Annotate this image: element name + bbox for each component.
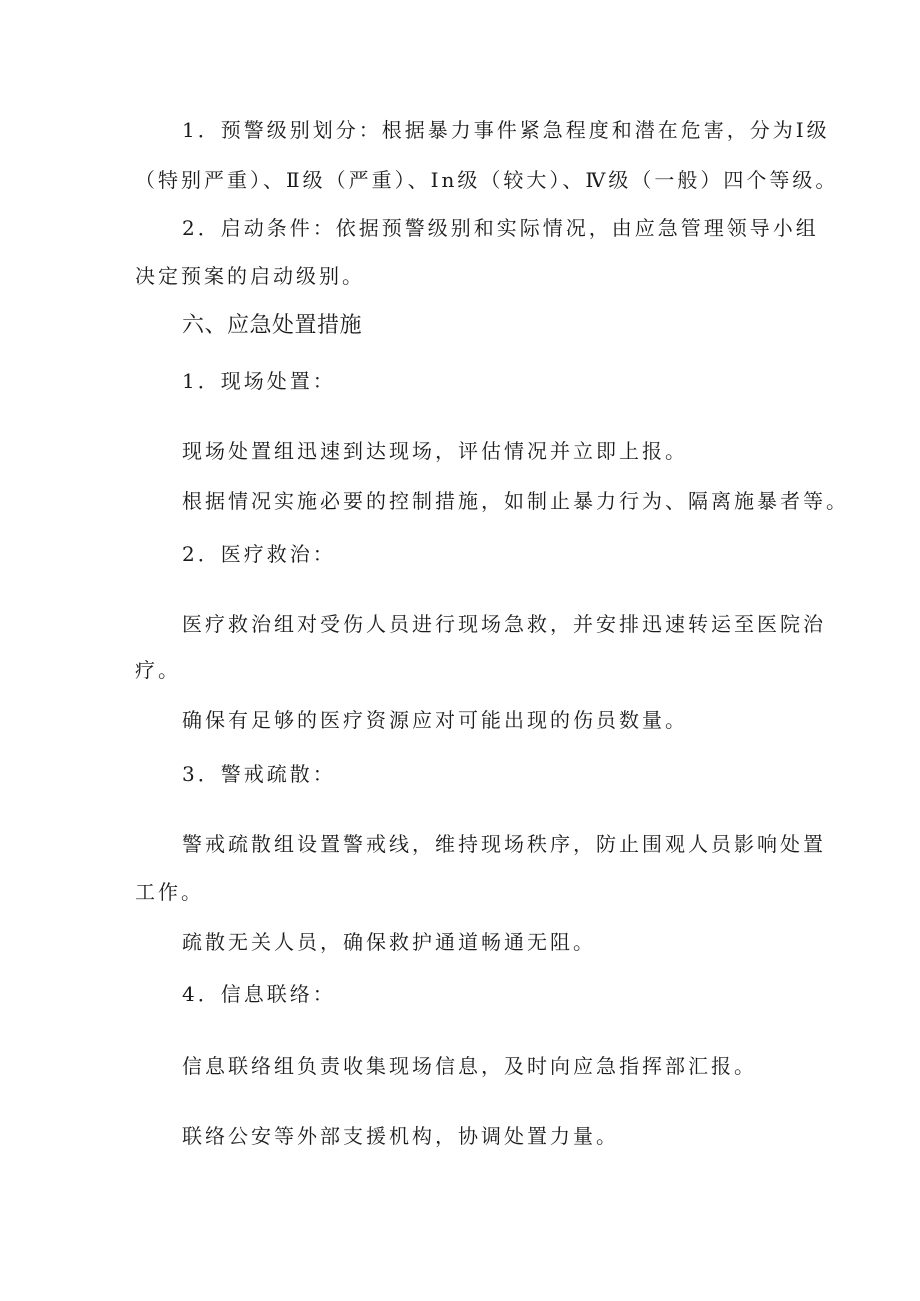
paragraph-warning-levels-line1: 1．预警级别划分：根据暴力事件紧急程度和潜在危害，分为Ⅰ级 [182, 118, 830, 142]
item4-text2: 联络公安等外部支援机构，协调处置力量。 [182, 1124, 619, 1148]
item1-text1: 现场处置组迅速到达现场，评估情况并立即上报。 [182, 439, 688, 463]
item2-text1-line1: 医疗救治组对受伤人员进行现场急救，并安排迅速转运至医院治 [182, 612, 826, 636]
paragraph-warning-levels-line2: （特别严重）、Ⅱ级（严重）、In级（较大）、Ⅳ级（一般）四个等级。 [135, 168, 839, 192]
item3-text1-line1: 警戒疏散组设置警戒线，维持现场秩序，防止围观人员影响处置 [182, 832, 826, 856]
section-heading: 六、应急处置措施 [182, 313, 363, 338]
item1-title: 1．现场处置： [182, 369, 336, 393]
paragraph-start-conditions-line2: 决定预案的启动级别。 [135, 264, 365, 288]
item3-text1-line2: 工作。 [135, 880, 204, 904]
item1-text2: 根据情况实施必要的控制措施，如制止暴力行为、隔离施暴者等。 [182, 489, 849, 513]
item2-text1-line2: 疗。 [135, 658, 181, 682]
item2-text2: 确保有足够的医疗资源应对可能出现的伤员数量。 [182, 708, 688, 732]
item3-text2: 疏散无关人员，确保救护通道畅通无阻。 [182, 930, 596, 954]
item3-title: 3．警戒疏散： [182, 762, 336, 786]
paragraph-start-conditions-line1: 2．启动条件：依据预警级别和实际情况，由应急管理领导小组 [182, 216, 819, 240]
item4-text1: 信息联络组负责收集现场信息，及时向应急指挥部汇报。 [182, 1054, 757, 1078]
item4-title: 4．信息联络： [182, 982, 336, 1006]
item2-title: 2．医疗救治： [182, 542, 336, 566]
